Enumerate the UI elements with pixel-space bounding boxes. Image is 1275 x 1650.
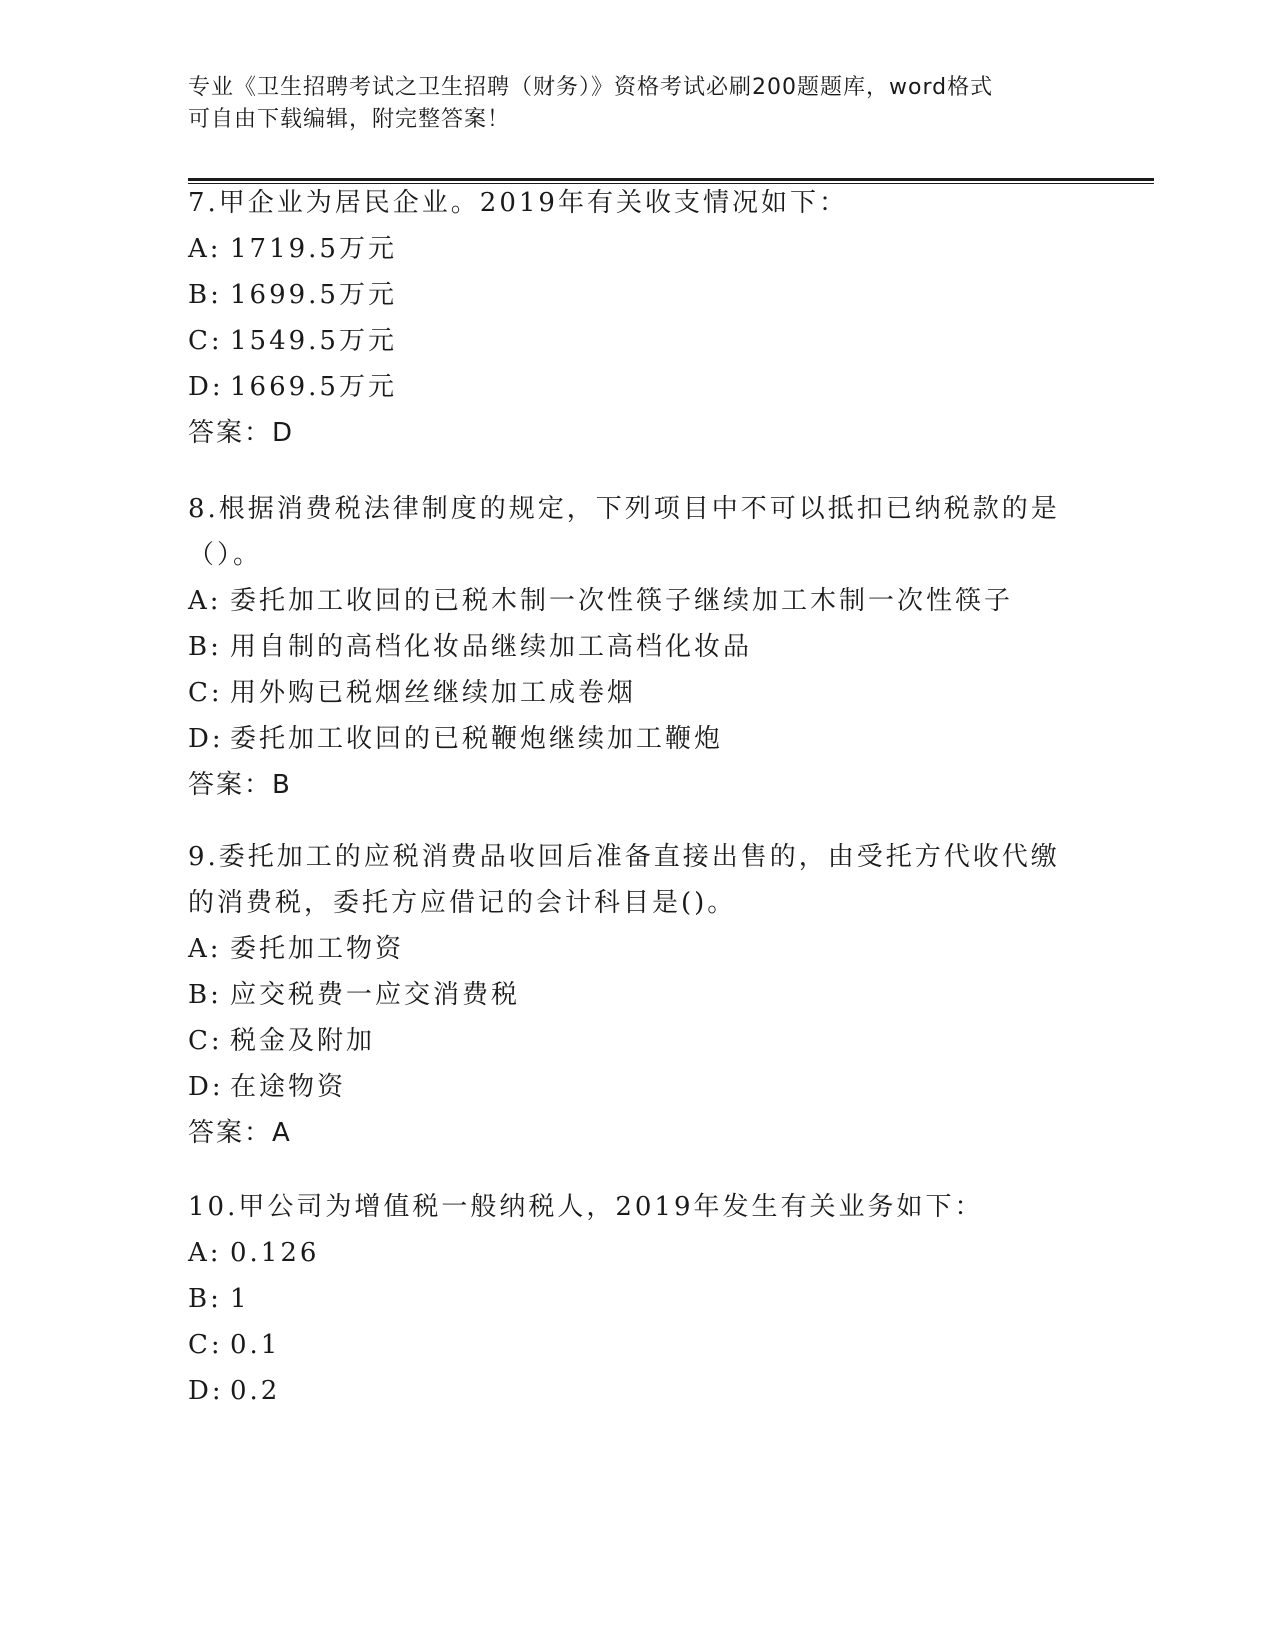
- question-stem-line-1: 8.根据消费税法律制度的规定，下列项目中不可以抵扣已纳税款的是: [188, 494, 1060, 524]
- option-b: [188, 272, 1068, 318]
- option-letter: B:: [188, 280, 222, 310]
- document-header: [188, 72, 1068, 136]
- option-text: 0.1: [230, 1330, 281, 1360]
- question-stem-line-1: 9.委托加工的应税消费品收回后准备直接出售的，由受托方代收代缴: [188, 842, 1060, 872]
- option-letter: A:: [188, 234, 222, 264]
- option-letter: B:: [188, 632, 222, 662]
- option-text: 1699.5万元: [230, 280, 397, 310]
- option-d: [188, 1064, 1068, 1110]
- option-a: [188, 926, 1068, 972]
- option-text: 1719.5万元: [230, 234, 397, 264]
- option-letter: D:: [188, 372, 224, 402]
- option-d: [188, 716, 1068, 762]
- question-10: [188, 1184, 1068, 1414]
- header-line-1: 专业《卫生招聘考试之卫生招聘（财务）》资格考试必刷200题题库，word格式: [188, 75, 994, 100]
- option-letter: A:: [188, 934, 222, 964]
- option-text: 应交税费一应交消费税: [230, 980, 521, 1010]
- option-text: 0.2: [230, 1376, 281, 1406]
- option-a: [188, 226, 1068, 272]
- option-c: [188, 318, 1068, 364]
- option-text: 1: [230, 1284, 250, 1314]
- option-letter: B:: [188, 980, 222, 1010]
- option-letter: B:: [188, 1284, 222, 1314]
- option-letter: D:: [188, 724, 224, 754]
- option-text: 1549.5万元: [230, 326, 397, 356]
- answer-label: 答案：D: [188, 418, 295, 448]
- header-line-2: 可自由下载编辑，附完整答案！: [188, 107, 511, 132]
- answer-label: 答案：B: [188, 770, 292, 800]
- option-text: 税金及附加: [230, 1026, 376, 1056]
- option-d: [188, 1368, 1068, 1414]
- option-letter: A:: [188, 1238, 222, 1268]
- question-stem-line-2: （）。: [188, 540, 263, 570]
- option-text: 0.126: [230, 1238, 320, 1268]
- question-9: [188, 834, 1068, 1156]
- option-a: [188, 578, 1068, 624]
- option-d: [188, 364, 1068, 410]
- option-text: 委托加工物资: [230, 934, 405, 964]
- question-7: [188, 180, 1068, 456]
- option-b: [188, 1276, 1068, 1322]
- option-b: [188, 624, 1068, 670]
- option-letter: C:: [188, 1026, 223, 1056]
- option-c: [188, 1018, 1068, 1064]
- option-text: 用外购已税烟丝继续加工成卷烟: [230, 678, 637, 708]
- option-text: 委托加工收回的已税木制一次性筷子继续加工木制一次性筷子: [230, 586, 1014, 616]
- option-letter: A:: [188, 586, 222, 616]
- question-stem: 7.甲企业为居民企业。2019年有关收支情况如下：: [188, 188, 848, 218]
- answer-label: 答案：A: [188, 1118, 292, 1148]
- option-letter: C:: [188, 326, 223, 356]
- option-text: 委托加工收回的已税鞭炮继续加工鞭炮: [230, 724, 724, 754]
- option-text: 在途物资: [230, 1072, 347, 1102]
- option-letter: D:: [188, 1376, 224, 1406]
- question-8: [188, 486, 1068, 808]
- question-stem: 10.甲公司为增值税一般纳税人，2019年发生有关业务如下：: [188, 1192, 984, 1222]
- option-text: 1669.5万元: [230, 372, 397, 402]
- option-c: [188, 670, 1068, 716]
- option-text: 用自制的高档化妆品继续加工高档化妆品: [230, 632, 753, 662]
- option-b: [188, 972, 1068, 1018]
- option-a: [188, 1230, 1068, 1276]
- option-letter: D:: [188, 1072, 224, 1102]
- question-stem-line-2: 的消费税，委托方应借记的会计科目是()。: [188, 888, 737, 918]
- option-letter: C:: [188, 678, 223, 708]
- option-c: [188, 1322, 1068, 1368]
- option-letter: C:: [188, 1330, 223, 1360]
